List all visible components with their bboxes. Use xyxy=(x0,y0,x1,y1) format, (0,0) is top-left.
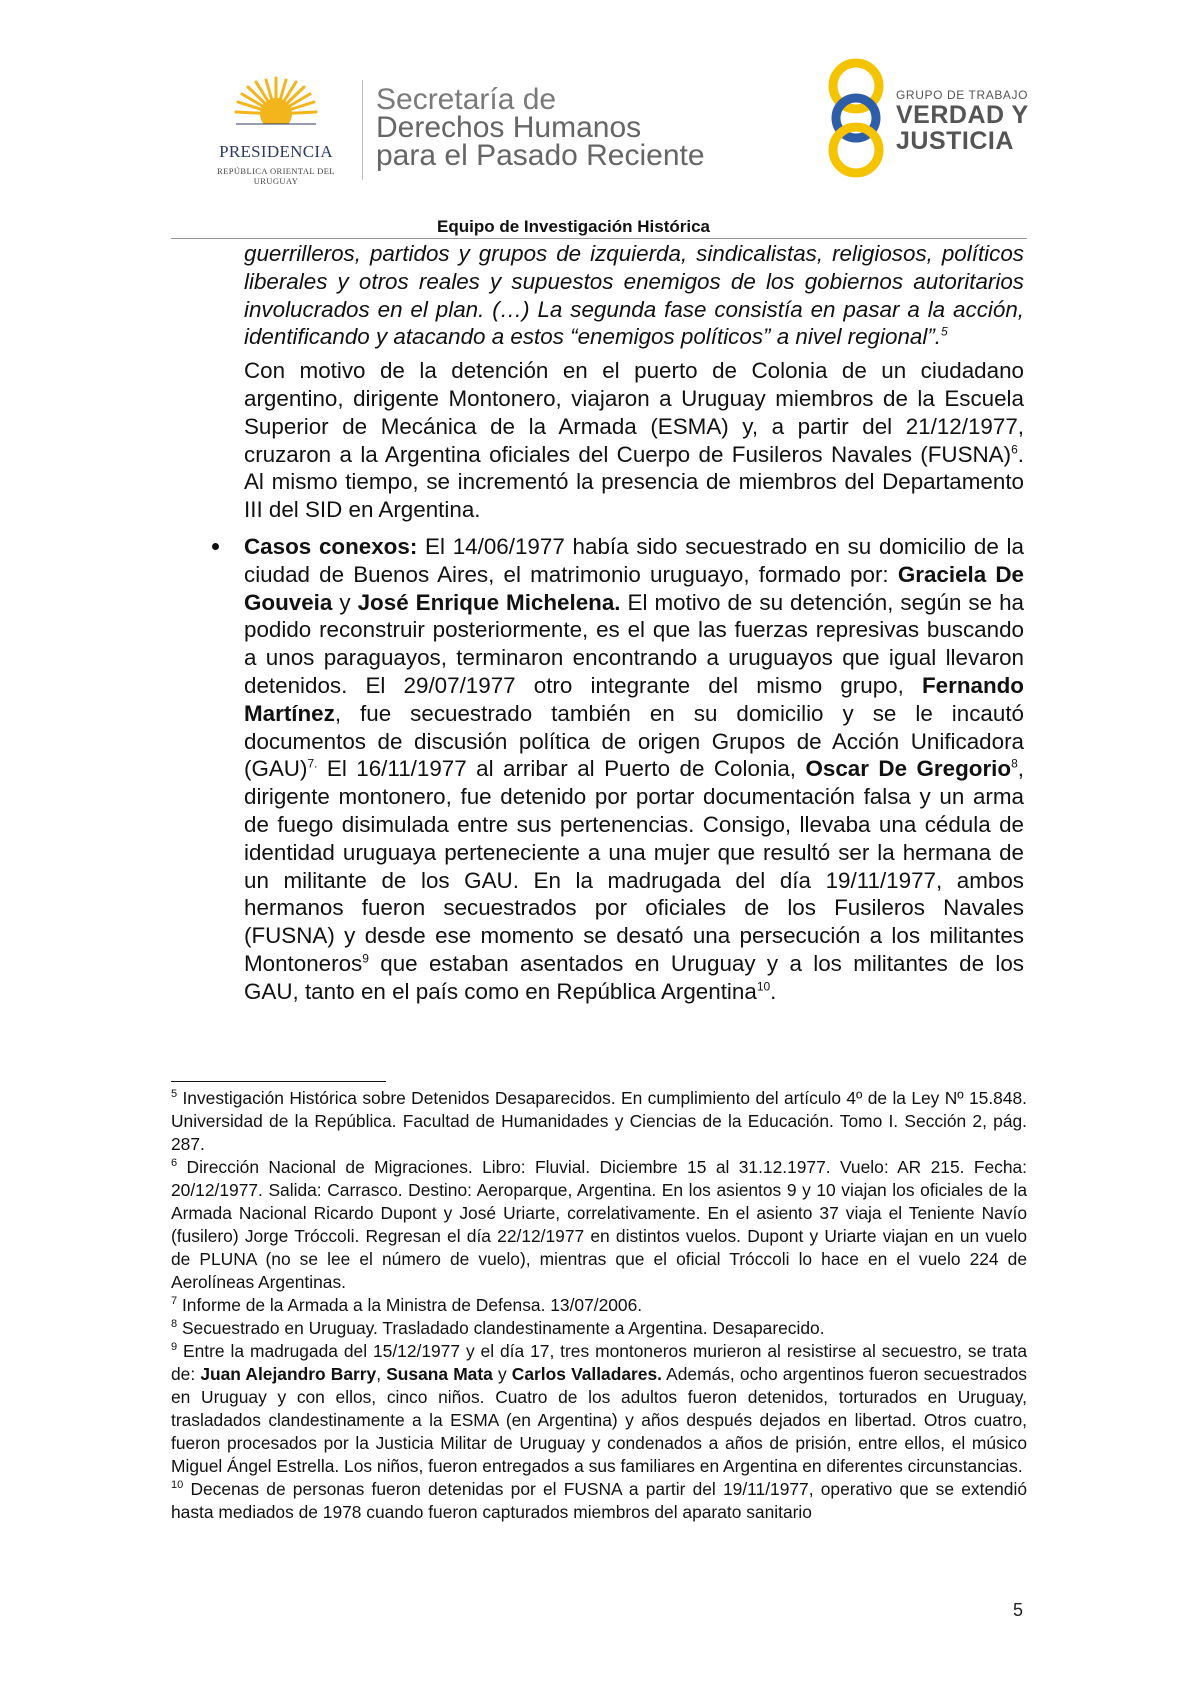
person-name: Oscar De Gregorio xyxy=(805,756,1012,782)
bullet-label: Casos conexos: xyxy=(244,533,418,559)
person-name: Graciela De Gouveia xyxy=(244,561,1024,615)
footnote-8 xyxy=(171,1317,1027,1340)
para1-text-b: . Al mismo tiempo, se incrementó la presencia de miembros del Departamento III del SID en Argentina. xyxy=(244,441,1024,523)
gtvj-line-2: JUSTICIA xyxy=(896,127,1014,155)
footnote-number: 6 xyxy=(171,1157,178,1170)
footnote-separator xyxy=(171,1081,386,1082)
person-name: Fernando Martínez xyxy=(244,672,1024,726)
bullet-text-2: y xyxy=(332,589,358,615)
main-content xyxy=(244,240,1024,1006)
footnote-text: Dirección Nacional de Migraciones. Libro: Fluvial. Diciembre 15 al 31.12.1977. Vuelo: AR 215. Fecha: 20/12/1977. Salida: Carrasco. Destino: Aeroparque, Argentina. En los asientos 9 y 10 viajan los oficiales de la Armada Nacional Ricardo Dupont y José Uriarte, correlativamente. En el asiento 37 viaja el Teniente Navío (fusilero) Jorge Tróccoli. Regresan el día 22/12/1977 en distintos vuelos. Dupont y Uriarte viajan en un vuelo de PLUNA (no se lee el número de vuelo), mientras que el oficial Tróccoli lo hace en el vuelo 224 de Aerolíneas Argentinas. xyxy=(171,1157,1027,1292)
secretaria-line-3: para el Pasado Reciente xyxy=(376,139,705,172)
footnote-ref-7[interactable]: 7. xyxy=(307,756,318,771)
footnote-text: y xyxy=(492,1364,512,1384)
footnotes xyxy=(171,1087,1027,1524)
footnote-7 xyxy=(171,1294,1027,1317)
bullet-text xyxy=(244,533,1024,1006)
bullet-text-5: El 16/11/1977 al arribar al Puerto de Colonia, xyxy=(317,756,806,782)
bullet-casos-conexos xyxy=(244,533,1024,1006)
footnote-text: , xyxy=(376,1364,387,1384)
footnote-text: Informe de la Armada a la Ministra de Defensa. 13/07/2006. xyxy=(177,1295,643,1315)
gtvj-wordmark xyxy=(896,88,1029,154)
presidencia-subtitle: REPÚBLICA ORIENTAL DEL URUGUAY xyxy=(217,166,335,186)
gtvj-line-1: VERDAD Y xyxy=(896,101,1029,129)
secretaria-line-1: Secretaría de xyxy=(376,83,557,116)
presidencia-logo xyxy=(196,74,356,184)
footnote-text: Investigación Histórica sobre Detenidos Desaparecidos. En cumplimiento del artículo 4º de la Ley Nº 15.848. Universidad de la República. Facultad de Humanidades y Ciencias de la Educación. Tomo I. Sección 2, pág. 287. xyxy=(171,1088,1027,1154)
footnote-6 xyxy=(171,1156,1027,1294)
colonia-paragraph xyxy=(244,357,1024,524)
bullet-text-7: que estaban asentados en Uruguay y a los militantes de los GAU, tanto en el país como en República Argentina xyxy=(244,950,1024,1004)
page-number: 5 xyxy=(1013,1600,1024,1620)
person-name: Carlos Valladares. xyxy=(511,1364,662,1384)
gtvj-rings-icon xyxy=(820,56,892,180)
presidencia-name: PRESIDENCIA xyxy=(219,142,333,161)
person-name: José Enrique Michelena. xyxy=(357,589,621,615)
header-divider xyxy=(362,80,363,180)
secretaria-line-2: Derechos Humanos xyxy=(376,111,642,144)
bullet-icon xyxy=(212,543,219,550)
footnote-number: 9 xyxy=(171,1341,178,1354)
footnote-10 xyxy=(171,1478,1027,1524)
bullet-text-8: . xyxy=(770,978,777,1004)
bullet-text-6: , dirigente montonero, fue detenido por portar documentación falsa y un arma de fuego disimulada entre sus pertenencias. Consigo, llevaba una cédula de identidad uruguaya perteneciente a una mujer que resultó ser la hermana de un militante de los GAU. En la madrugada del día 19/11/1977, ambos hermanos fueron secuestrados por oficiales de los Fusileros Navales (FUSNA) y desde ese momento se desató una persecución a los militantes Montoneros xyxy=(244,756,1024,976)
footnote-ref-8[interactable]: 8 xyxy=(1011,756,1018,771)
bullet-text-3: El motivo de su detención, según se ha podido reconstruir posteriormente, es el que las fuerzas represivas buscando a unos paraguayos, terminaron encontrando a uruguayos que igual llevaron detenidos. El 29/07/1977 otro integrante del mismo grupo, xyxy=(244,589,1025,698)
footnote-number: 7 xyxy=(171,1295,178,1308)
footnote-text: Secuestrado en Uruguay. Trasladado clandestinamente a Argentina. Desaparecido. xyxy=(177,1318,825,1338)
footnote-text: Entre la madrugada del 15/12/1977 y el día 17, tres montoneros murieron al resistirse al secuestro, se trata de: xyxy=(171,1341,1027,1384)
para1-text-a: Con motivo de la detención en el puerto de Colonia de un ciudadano argentino, dirigente Montonero, viajaron a Uruguay miembros de la Escuela Superior de Mecánica de la Armada (ESMA) y, a partir del 21/12/1977, cruzaron a la Argentina oficiales del Cuerpo de Fusileros Navales (FUSNA) xyxy=(244,358,1024,467)
person-name: Susana Mata xyxy=(386,1364,493,1384)
footnote-ref-10[interactable]: 10 xyxy=(756,979,771,994)
footnote-ref-9[interactable]: 9 xyxy=(362,951,369,966)
person-name: Juan Alejandro Barry xyxy=(200,1364,377,1384)
secretaria-title xyxy=(376,83,705,172)
quote-text: guerrilleros, partidos y grupos de izquierda, sindicalistas, religiosos, políticos liberales y otros reales y supuestos enemigos de los gobiernos autoritarios involucrados en el plan. (…) La segunda fase consistía en pasar a la acción, identificando y atacando a estos “enemigos políticos” a nivel regional”. xyxy=(244,241,1024,350)
footnote-5 xyxy=(171,1087,1027,1156)
bullet-text-4: , fue secuestrado también en su domicilio y se le incautó documentos de discusión política de origen Grupos de Acción Unificadora (GAU) xyxy=(244,700,1024,782)
bullet-text-1: El 14/06/1977 había sido secuestrado en su domicilio de la ciudad de Buenos Aires, el matrimonio uruguayo, formado por: xyxy=(244,533,1024,587)
footnote-9 xyxy=(171,1340,1027,1478)
footnote-text: Además, ocho argentinos fueron secuestrados en Uruguay y con ellos, cinco niños. Cuatro de los adultos fueron detenidos, torturados en Uruguay, trasladados clandestinamente a la ESMA (en Argentina) y años después dejados en libertad. Otros cuatro, fueron procesados por la Justicia Militar de Uruguay y condenados a años de prisión, entre ellos, el músico Miguel Ángel Estrella. Los niños, fueron entregados a sus familiares en Argentina en diferentes circunstancias. xyxy=(171,1364,1027,1476)
footnote-number: 10 xyxy=(171,1479,184,1492)
footnote-ref-5[interactable]: 5 xyxy=(941,324,948,339)
footnote-text: Decenas de personas fueron detenidas por el FUSNA a partir del 19/11/1977, operativo que se extendió hasta mediados de 1978 cuando fueron capturados miembros del aparato sanitario xyxy=(171,1479,1027,1522)
footnote-number: 5 xyxy=(171,1088,178,1101)
sun-icon xyxy=(232,74,320,144)
footnote-ref-6[interactable]: 6 xyxy=(1011,442,1018,457)
footnote-number: 8 xyxy=(171,1318,178,1331)
team-heading: Equipo de Investigación Histórica xyxy=(437,217,710,236)
quote-paragraph xyxy=(244,240,1024,351)
gtvj-small-label: GRUPO DE TRABAJO xyxy=(896,88,1029,102)
header-rule xyxy=(171,238,1027,239)
